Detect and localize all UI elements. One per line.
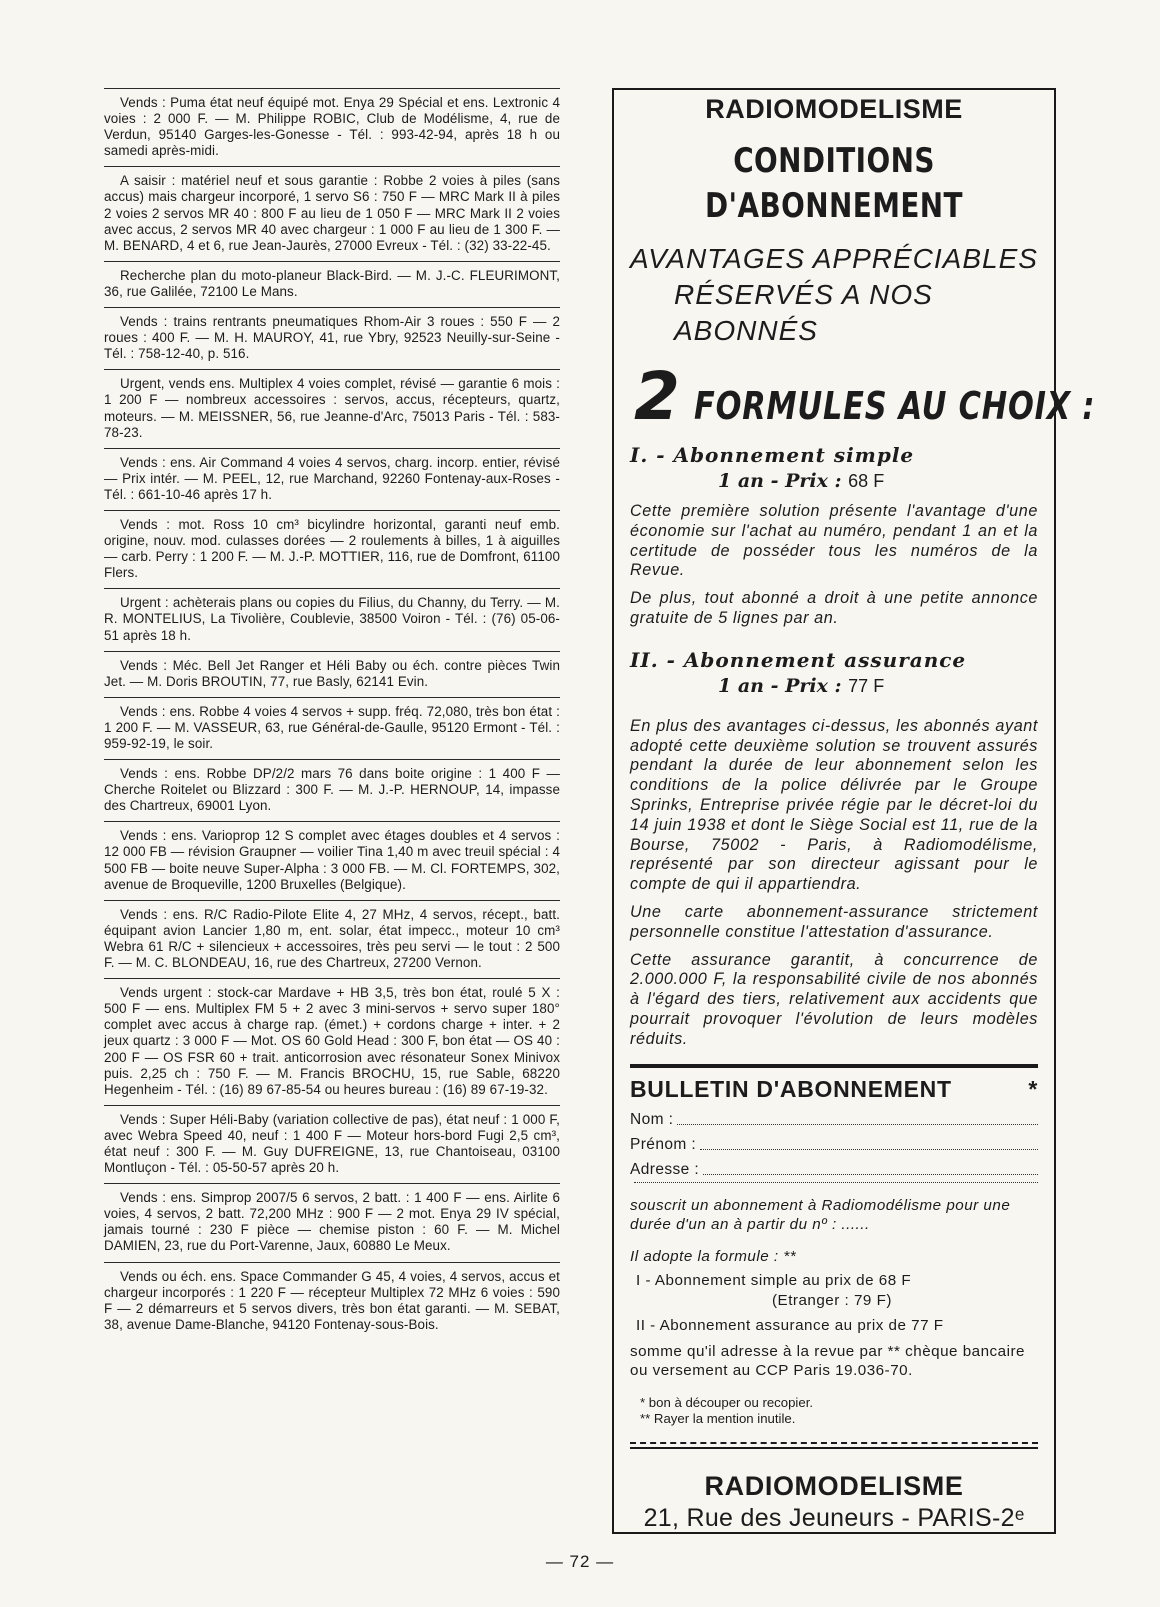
classified-ad: Recherche plan du moto-planeur Black-Bird. — M. J.-C. FLEURIMONT, 36, rue Galilée, 72100 Le Mans.: [104, 261, 560, 307]
option2-title: II. - Abonnement assurance: [630, 647, 967, 672]
classified-ad: Urgent : achèterais plans ou copies du Filius, du Channy, du Terry. — M. R. MONTELIUS, La Tivolière, Coublevie, 38500 Voiron - Tél. : (76) 05-06-51 après 18 h.: [104, 588, 560, 650]
abonnement-title: D'ABONNEMENT: [705, 186, 963, 226]
option1-price-line: [630, 468, 1038, 494]
field-adresse-label: Adresse :: [630, 1160, 700, 1178]
option1-price: 68 F: [848, 471, 885, 491]
option2-price: 77 F: [848, 675, 885, 696]
classified-ad: A saisir : matériel neuf et sous garantie : Robbe 2 voies à piles (sans accus) mais chargeur incorporé, 1 servo S6 : 750 F — MRC Mark II à piles 2 voies 2 servos MR 40 : 800 F au lieu de 1 050 F — MRC Mark II 2 voies avec accus, 2 servos MR 40 avec chargeur : 1 000 F au lieu de 1 300 F. — M. BENARD, 4 et 6, rue Jean-Jaurès, 27000 Evreux - Tél. : (32) 33-22-45.: [104, 166, 560, 260]
subtitle-line-1: AVANTAGES APPRÉCIABLES: [630, 243, 1038, 274]
option1-title: I. - Abonnement simple: [630, 443, 915, 467]
field-prenom[interactable]: [630, 1132, 1038, 1157]
option2-paragraph-2: Une carte abonnement-assurance strictement personnelle constitue l'attestation d'assurance.: [630, 902, 1038, 941]
classified-ad: Vends : mot. Ross 10 cm³ bicylindre horizontal, garanti neuf emb. origine, nouv. mod. culasses dorées — 2 roulements à billes, 1 à aiguilles — carb. Perry : 1 200 F. — M. J.-P. MOTTIER, 116, rue de Domfront, 61100 Flers.: [104, 510, 560, 588]
note-1: * bon à découper ou recopier.: [640, 1394, 814, 1410]
formule2-line: II - Abonnement assurance au prix de 77 F: [636, 1317, 944, 1335]
formules-heading: [634, 358, 1096, 435]
classified-ad: Vends urgent : stock-car Mardave + HB 3,5, très bon état, roulé 5 X : 500 F — ens. Multiplex FM 5 + 2 avec 3 mini-servos + servo super 180° complet avec accus à charge rap. (émet.) + cordons charge + inter. + 2 jeux quartz : 3 000 F — Mot. OS 60 Gold Head : 300 F, bon état — OS 40 : 200 F — OS FSR 60 + trait. anticorrosion avec résonateur Sonex Minivox puis. 2,25 ch : 750 F. — M. Francis BROCHU, 15, rue Sable, 68220 Hegenheim - Tél. : (16) 89 67-85-54 ou heures bureau : (16) 89 67-19-32.: [104, 978, 560, 1105]
formules-number: 2: [634, 358, 680, 435]
classified-ad: Vends : Puma état neuf équipé mot. Enya 29 Spécial et ens. Lextronic 4 voies : 2 000 F. — M. Philippe ROBIC, Club de Modélisme, 4, rue de Verdun, 95140 Garges-les-Gonesse - Tél. : 993-42-94, après 18 h ou samedi après-midi.: [104, 88, 560, 166]
bulletin-title: [630, 1076, 1038, 1103]
classified-ad: Vends : ens. Robbe 4 voies 4 servos + supp. fréq. 72,080, très bon état : 1 200 F. — M. VASSEUR, 63, rue Général-de-Gaulle, 95120 Ermont - Tél. : 959-92-19, le soir.: [104, 697, 560, 759]
bulletin-star: *: [1028, 1075, 1038, 1102]
somme-text: somme qu'il adresse à la revue par ** chèque bancaire ou versement au CCP Paris 19.036-70.: [630, 1342, 1025, 1380]
formules-text: FORMULES AU CHOIX :: [693, 384, 1096, 428]
classified-ad: Vends : Super Héli-Baby (variation collective de pas), état neuf : 1 000 F, avec Webra Speed 40, neuf : 1 400 F — Moteur hors-bord Fugi 2,5 cm³, état neuf : 300 F. — M. Guy DUFREIGNE, 13, rue Chantoiseau, 03100 Montluçon - Tél. : 05-50-57 après 20 h.: [104, 1105, 560, 1183]
option2-paragraph-1: En plus des avantages ci-dessus, les abonnés ayant adopté cette deuxième solution se trouvent assurés pendant la durée de leur abonnement selon les conditions de la police délivrée par le Groupe Sprinks, Entreprise privée régie par le décret-loi du 14 juin 1938 et dont le Siège Social est 11, rue de la Bourse, 75002 - Paris, à Radiomodélisme, représenté par son directeur agissant pour le compte de qui il appartiendra.: [630, 716, 1038, 894]
field-nom-label: Nom :: [630, 1110, 674, 1128]
classifieds-column: [104, 88, 560, 1340]
classified-ad: Vends : ens. R/C Radio-Pilote Elite 4, 27 MHz, 4 servos, récept., batt. équipant avion Lancier 1,80 m, ent. solar, état impecc., moteur 10 cm³ Webra 61 R/C + silencieux + accessoires, très peu servi — le tout : 2 500 F. — M. C. BLONDEAU, 16, rue des Chartreux, 27200 Vernon.: [104, 900, 560, 978]
classified-ad: Vends : ens. Air Command 4 voies 4 servos, charg. incorp. entier, révisé — Prix intér. — M. PEEL, 12, rue Marchand, 92260 Fontenay-aux-Roses - Tél. : 661-10-46 après 17 h.: [104, 448, 560, 510]
formule1-line: I - Abonnement simple au prix de 68 F: [636, 1272, 912, 1290]
section-divider: [630, 1064, 1038, 1068]
footer-address: 21, Rue des Jeuneurs - PARIS-2ᵉ: [643, 1503, 1025, 1532]
classified-ad: Vends : ens. Simprop 2007/5 6 servos, 2 batt. : 1 400 F — ens. Airlite 6 voies, 4 servos, 2 batt. 72,200 MHz : 900 F — 2 mot. Enya 29 IV spécial, jamais tourné : 230 F pièce — chemise piston : 60 F. — M. Michel DAMIEN, 23, rue du Port-Varenne, Jaux, 60880 Le Meux.: [104, 1183, 560, 1261]
classified-ad: Vends : ens. Robbe DP/2/2 mars 76 dans boite origine : 1 400 F — Cherche Roitelet ou Blizzard : 300 F. — M. J.-P. HERNOUP, 14, impasse des Chartreux, 69001 Lyon.: [104, 759, 560, 821]
formule1-etranger: (Etranger : 79 F): [772, 1291, 892, 1309]
adopte-text: Il adopte la formule : **: [630, 1247, 797, 1265]
option1-paragraph-2: De plus, tout abonné a droit à une petite annonce gratuite de 5 lignes par an.: [630, 589, 1038, 627]
field-prenom-label: Prénom :: [630, 1135, 697, 1153]
souscrit-text: souscrit un abonnement à Radiomodélisme pour une durée d'un an à partir du nº : ......: [630, 1196, 1011, 1234]
field-adresse[interactable]: [630, 1157, 1038, 1182]
footer-title: RADIOMODELISME: [704, 1470, 964, 1501]
magazine-title: RADIOMODELISME: [705, 94, 963, 124]
field-adresse-line-2[interactable]: [634, 1182, 1038, 1183]
page-number: — 72 —: [545, 1552, 615, 1571]
classified-ad: Vends : trains rentrants pneumatiques Rhom-Air 3 roues : 550 F — 2 roues : 400 F. — M. H. MAUROY, 41, rue Ybry, 92523 Neuilly-sur-Seine - Tél. : 758-12-40, p. 516.: [104, 307, 560, 369]
field-adresse-line[interactable]: [703, 1157, 1038, 1175]
conditions-title: CONDITIONS: [733, 141, 935, 181]
field-nom[interactable]: [630, 1107, 1038, 1132]
subtitle-line-2: RÉSERVÉS A NOS ABONNÉS: [674, 279, 933, 346]
classified-ad: Vends ou éch. ens. Space Commander G 45, 4 voies, 4 servos, accus et chargeur incorporés : 1 220 F — récepteur Multiplex 72 MHz 6 voies : 590 F — 2 démarreurs et 5 servos divers, très bon état garanti. — M. SEBAT, 38, avenue Dame-Blanche, 94120 Fontenay-sous-Bois.: [104, 1262, 560, 1340]
classified-ad: Vends : ens. Varioprop 12 S complet avec étages doubles et 4 servos : 12 000 FB — révision Graupner — voilier Tina 1,40 m avec treuil spécial : 4 500 FB — boite neuve Super-Alpha : 3 000 FB. — M. Cl. FORTEMPS, 302, avenue de Broqueville, 1200 Bruxelles (Belgique).: [104, 821, 560, 899]
note-2: ** Rayer la mention inutile.: [640, 1411, 796, 1427]
cut-line-solid: [630, 1447, 1038, 1449]
cut-line: [630, 1442, 1038, 1444]
field-adresse-cont[interactable]: [630, 1182, 1038, 1190]
option2-price-line: [630, 673, 1038, 699]
classified-ad: Vends : Méc. Bell Jet Ranger et Héli Baby ou éch. contre pièces Twin Jet. — M. Doris BROUTIN, 77, rue Basly, 62141 Evin.: [104, 651, 560, 697]
subscription-box: [612, 88, 1096, 1534]
bulletin-title-text: BULLETIN D'ABONNEMENT: [630, 1075, 952, 1102]
field-nom-line[interactable]: [677, 1107, 1038, 1125]
option1-sub: 1 an - Prix :: [718, 470, 842, 492]
classified-ad: Urgent, vends ens. Multiplex 4 voies complet, révisé — garantie 6 mois : 1 200 F — nombreux accessoires : servos, accus, récepteurs, quartz, moteurs. — M. MEISSNER, 56, rue Jeanne-d'Arc, 75013 Paris - Tél. : 583-78-23.: [104, 369, 560, 447]
option1-paragraph-1: Cette première solution présente l'avantage d'une économie sur l'achat au numéro, pendant 1 an et la certitude de posséder tous les numéros de la Revue.: [630, 502, 1038, 580]
option2-paragraph-3: Cette assurance garantit, à concurrence de 2.000.000 F, la responsabilité civile de nos abonnés à l'égard des tiers, relativement aux accidents que pourrait provoquer l'évolution de leurs modèles réduits.: [630, 950, 1038, 1048]
option2-sub: 1 an - Prix :: [718, 674, 842, 697]
field-prenom-line[interactable]: [700, 1132, 1038, 1150]
